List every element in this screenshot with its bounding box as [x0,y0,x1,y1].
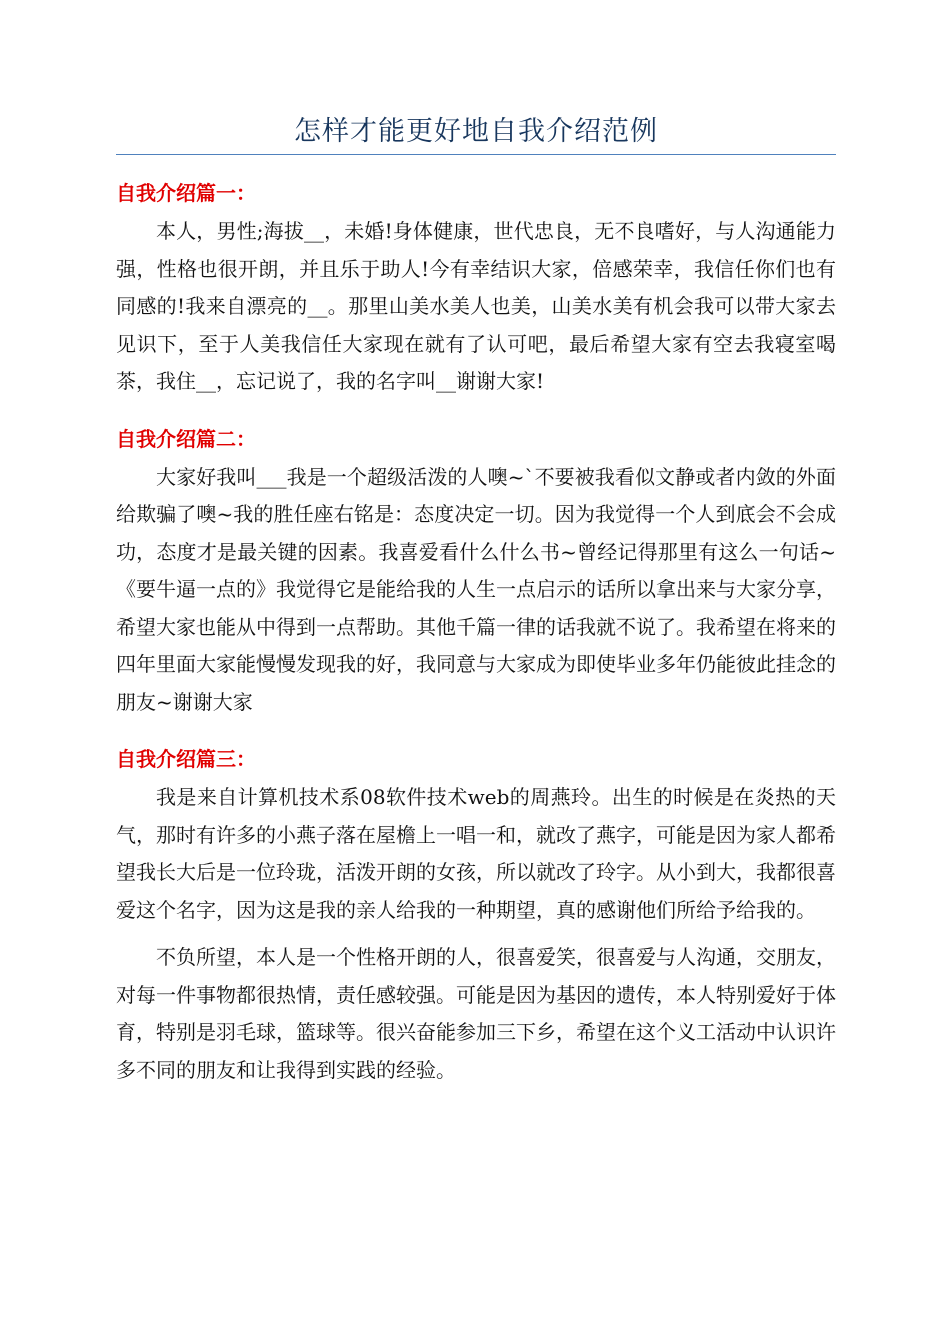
section-3 [116,739,836,1089]
paragraph: 不负所望，本人是一个性格开朗的人，很喜爱笑，很喜爱与人沟通，交朋友，对每一件事物都很热情，责任感较强。可能是因为基因的遗传，本人特别爱好于体育，特别是羽毛球，篮球等。很兴奋能参加三下乡，希望在这个义工活动中认识许多不同的朋友和让我得到实践的经验。 [116,945,836,1082]
paragraph: 大家好我叫___我是一个超级活泼的人噢~`不要被我看似文静或者内敛的外面给欺骗了噢~我的胜任座右铭是：态度决定一切。因为我觉得一个人到底会不会成功，态度才是最关键的因素。我喜爱看什么什么书~曾经记得那里有这么一句话~《要牛逼一点的》我觉得它是能给我的人生一点启示的话所以拿出来与大家分享，希望大家也能从中得到一点帮助。其他千篇一律的话我就不说了。我希望在将来的四年里面大家能慢慢发现我的好，我同意与大家成为即使毕业多年仍能彼此挂念的朋友~谢谢大家 [116,464,836,714]
title-underline [116,154,836,155]
section-2 [116,419,836,722]
section-1 [116,173,836,401]
paragraph: 本人，男性;海拔__，未婚!身体健康，世代忠良，无不良嗜好，与人沟通能力强，性格也很开朗，并且乐于助人!今有幸结识大家，倍感荣幸，我信任你们也有同感的!我来自漂亮的__。那里山美水美人也美，山美水美有机会我可以带大家去见识下，至于人美我信任大家现在就有了认可吧，最后希望大家有空去我寝室喝茶，我住__，忘记说了，我的名字叫__谢谢大家! [116,219,836,393]
document-title: 怎样才能更好地自我介绍范例 [294,116,658,147]
section-heading: 自我介绍篇一： [116,181,256,205]
section-heading: 自我介绍篇二： [116,426,256,451]
paragraph: 我是来自计算机技术系08软件技术web的周燕玲。出生的时候是在炎热的天气，那时有许多的小燕子落在屋檐上一唱一和，就改了燕字，可能是因为家人都希望我长大后是一位玲珑，活泼开朗的女孩，所以就改了玲字。从小到大，我都很喜爱这个名字，因为这是我的亲人给我的一种期望，真的感谢他们所给予给我的。 [116,785,836,922]
document-page [116,0,836,1089]
section-heading: 自我介绍篇三： [116,747,256,771]
